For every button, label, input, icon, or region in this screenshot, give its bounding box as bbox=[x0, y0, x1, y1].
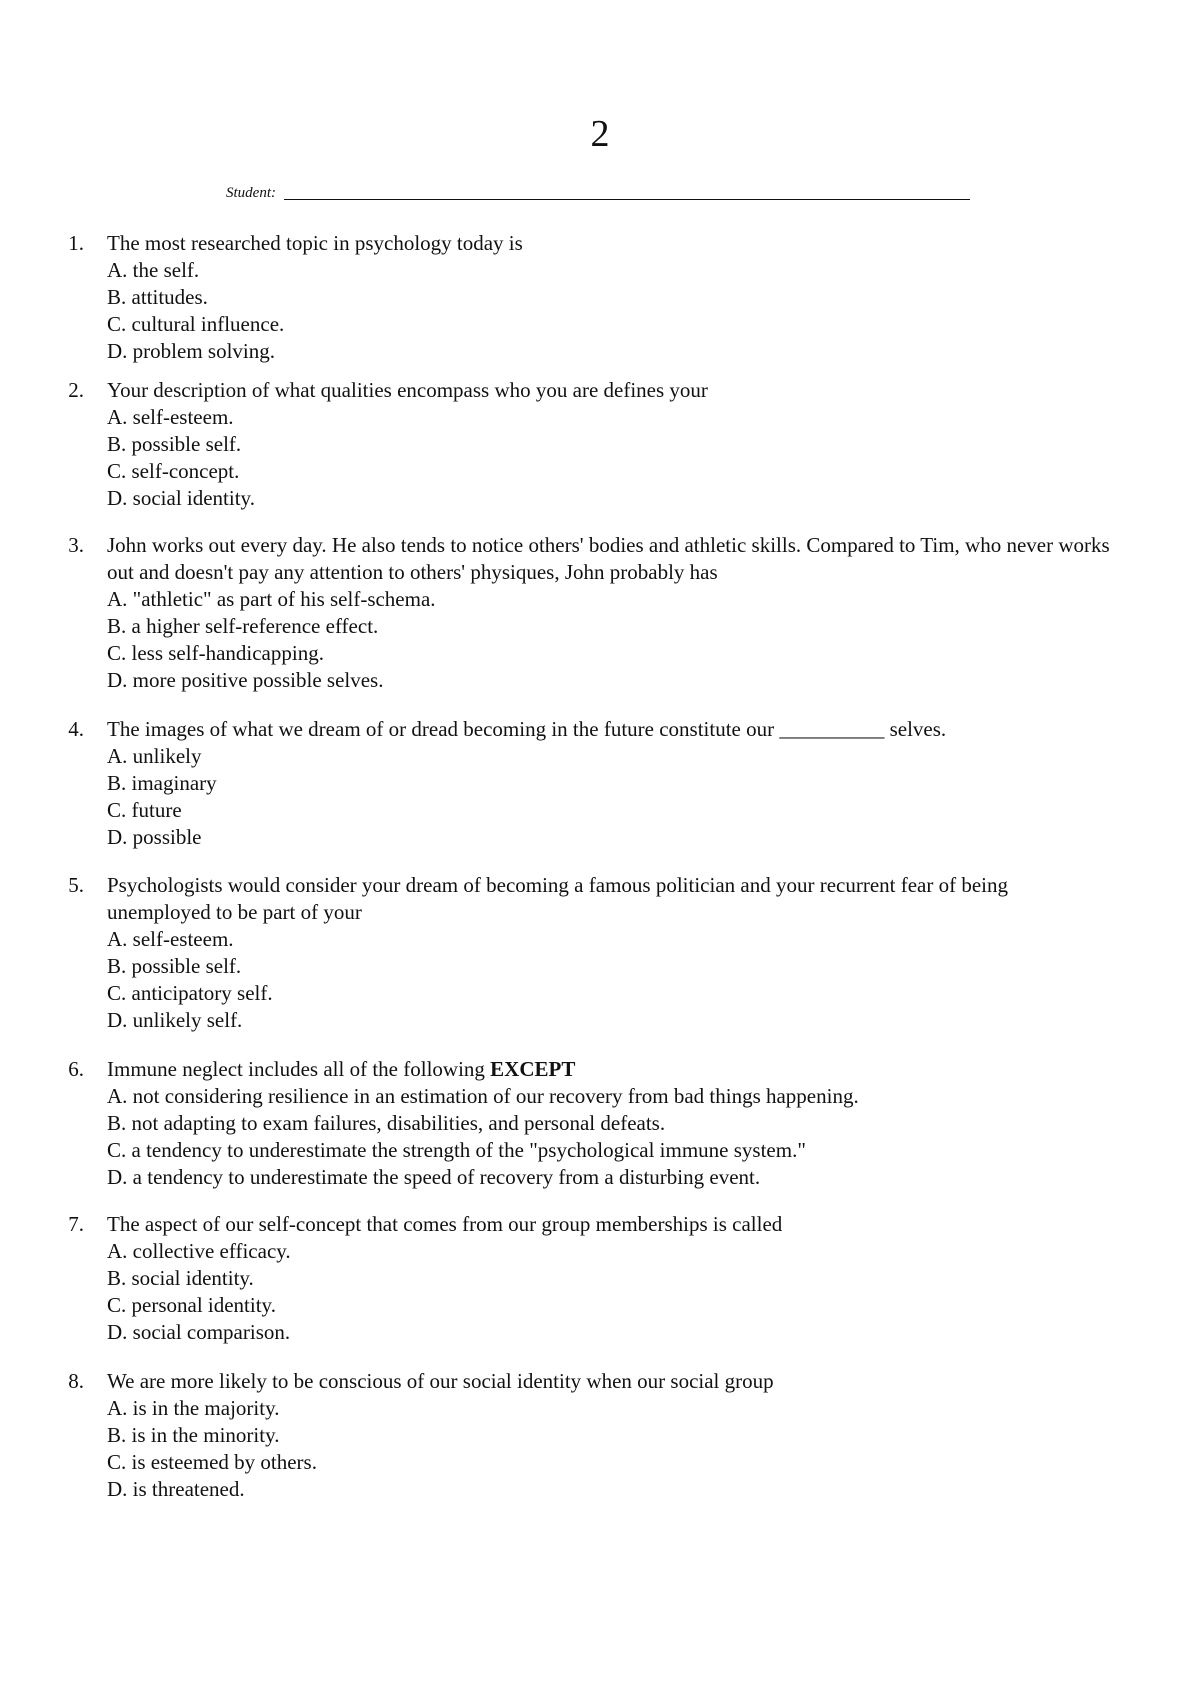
question-7 bbox=[0, 1211, 1200, 1368]
answer-option: D. problem solving. bbox=[107, 339, 275, 363]
student-name-line bbox=[226, 184, 970, 202]
answer-option: A. unlikely bbox=[107, 744, 202, 768]
answer-option: D. a tendency to underestimate the speed of recovery from a disturbing event. bbox=[107, 1165, 761, 1189]
answer-option: A. is in the majority. bbox=[107, 1396, 280, 1420]
question-number: 2. bbox=[68, 378, 84, 402]
question-number: 8. bbox=[68, 1369, 84, 1393]
answer-option: A. not considering resilience in an estimation of our recovery from bad things happening. bbox=[107, 1084, 859, 1108]
question-stem bbox=[107, 377, 1117, 404]
page-number: 2 bbox=[590, 113, 610, 155]
answer-option: D. more positive possible selves. bbox=[107, 668, 384, 692]
question-stem bbox=[107, 230, 1117, 257]
answer-option: B. attitudes. bbox=[107, 285, 208, 309]
answer-option: A. self-esteem. bbox=[107, 927, 234, 951]
answer-option: B. imaginary bbox=[107, 771, 217, 795]
question-4 bbox=[0, 716, 1200, 872]
question-body bbox=[107, 377, 1117, 512]
question-stem-text: The most researched topic in psychology today is bbox=[107, 231, 523, 255]
question-number: 4. bbox=[68, 717, 84, 741]
question-number: 1. bbox=[68, 231, 84, 255]
answer-option: D. possible bbox=[107, 825, 202, 849]
answer-option: D. social comparison. bbox=[107, 1320, 291, 1344]
answer-option: D. social identity. bbox=[107, 486, 255, 510]
question-list bbox=[0, 230, 1200, 1518]
answer-option: A. "athletic" as part of his self-schema. bbox=[107, 587, 436, 611]
answer-option: B. not adapting to exam failures, disabilities, and personal defeats. bbox=[107, 1111, 666, 1135]
answer-option: A. self-esteem. bbox=[107, 405, 234, 429]
question-5 bbox=[0, 872, 1200, 1056]
answer-option: A. collective efficacy. bbox=[107, 1239, 291, 1263]
question-stem-text: The images of what we dream of or dread becoming in the future constitute our __________ selves. bbox=[107, 717, 947, 741]
answer-option: B. is in the minority. bbox=[107, 1423, 280, 1447]
question-body bbox=[107, 532, 1117, 694]
answer-option: C. self-concept. bbox=[107, 459, 240, 483]
answer-option: C. less self-handicapping. bbox=[107, 641, 324, 665]
question-stem-text: We are more likely to be conscious of our social identity when our social group bbox=[107, 1369, 774, 1393]
answer-option: D. unlikely self. bbox=[107, 1008, 243, 1032]
answer-option: A. the self. bbox=[107, 258, 200, 282]
question-6 bbox=[0, 1056, 1200, 1211]
question-stem-text: Your description of what qualities encompass who you are defines your bbox=[107, 378, 708, 402]
answer-option: C. cultural influence. bbox=[107, 312, 285, 336]
question-stem bbox=[107, 1211, 1117, 1238]
answer-option: C. future bbox=[107, 798, 182, 822]
question-number: 5. bbox=[68, 873, 84, 897]
question-stem-emphasis: EXCEPT bbox=[490, 1057, 576, 1081]
question-body bbox=[107, 1056, 1117, 1191]
question-stem bbox=[107, 872, 1117, 926]
question-1 bbox=[0, 230, 1200, 377]
answer-option: B. possible self. bbox=[107, 432, 242, 456]
answer-option: C. is esteemed by others. bbox=[107, 1450, 317, 1474]
question-body bbox=[107, 1211, 1117, 1346]
question-body bbox=[107, 230, 1117, 365]
answer-option: B. possible self. bbox=[107, 954, 242, 978]
answer-option: D. is threatened. bbox=[107, 1477, 245, 1501]
question-stem bbox=[107, 716, 1117, 743]
question-stem-text: Psychologists would consider your dream of becoming a famous politician and your recurrent fear of being unemployed to be part of your bbox=[107, 873, 1009, 924]
student-name-blank bbox=[284, 199, 970, 200]
answer-option: C. personal identity. bbox=[107, 1293, 276, 1317]
answer-option: C. a tendency to underestimate the strength of the "psychological immune system." bbox=[107, 1138, 806, 1162]
question-stem bbox=[107, 1056, 1117, 1083]
question-number: 6. bbox=[68, 1057, 84, 1081]
question-8 bbox=[0, 1368, 1200, 1518]
question-stem-text: John works out every day. He also tends to notice others' bodies and athletic skills. Compared to Tim, who never works out and doesn't pay any attention to others' physiques, John probably has bbox=[107, 533, 1110, 584]
question-stem-text: Immune neglect includes all of the following bbox=[107, 1057, 491, 1081]
question-number: 7. bbox=[68, 1212, 84, 1236]
question-body bbox=[107, 716, 1117, 851]
question-body bbox=[107, 872, 1117, 1034]
answer-option: B. social identity. bbox=[107, 1266, 254, 1290]
question-stem-text: The aspect of our self-concept that comes from our group memberships is called bbox=[107, 1212, 783, 1236]
answer-option: B. a higher self-reference effect. bbox=[107, 614, 379, 638]
question-3 bbox=[0, 532, 1200, 716]
answer-option: C. anticipatory self. bbox=[107, 981, 273, 1005]
question-body bbox=[107, 1368, 1117, 1503]
student-label: Student: bbox=[226, 185, 276, 201]
question-stem bbox=[107, 532, 1117, 586]
question-2 bbox=[0, 377, 1200, 532]
question-number: 3. bbox=[68, 533, 84, 557]
question-stem bbox=[107, 1368, 1117, 1395]
